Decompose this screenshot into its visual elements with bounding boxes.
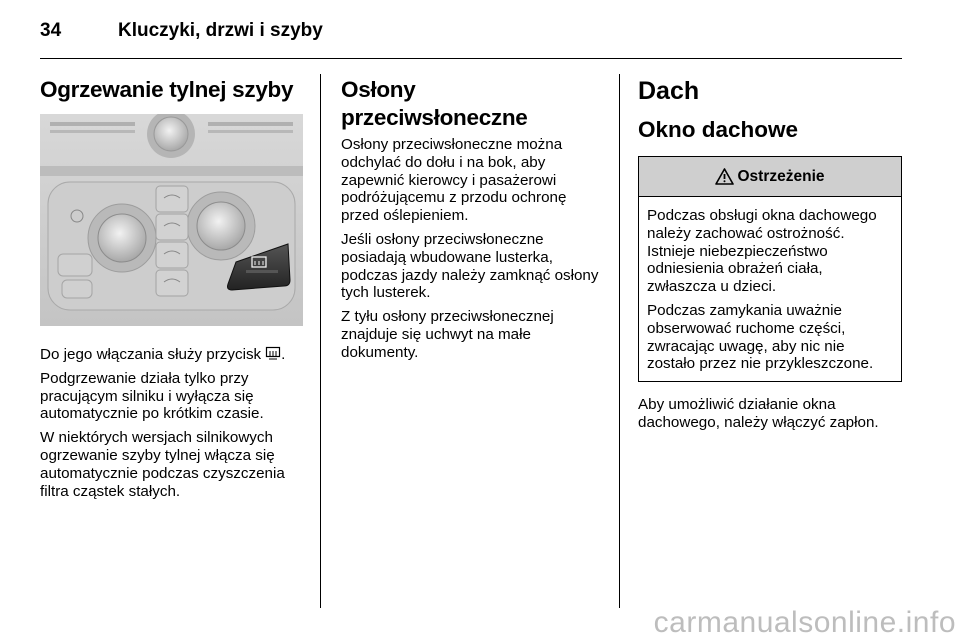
paragraph-sun-visors-1: Osłony przeciwsłoneczne można odchylać do dołu i na bok, aby zapewnić kierowcy i pasażerowi podróżującemu z przodu ochronę przed oślepieniem. (341, 136, 567, 225)
running-title: Kluczyki, drzwi i szyby (118, 20, 323, 41)
paragraph-heating-filter: W niektórych wersjach silnikowych ogrzewanie szyby tylnej włącza się automatycznie podczas czyszczenia filtra cząstek stałych. (40, 429, 285, 500)
warning-body (639, 197, 901, 381)
paragraph-sun-visors-2: Jeśli osłony przeciwsłoneczne posiadają wbudowane lusterka, podczas jazdy należy zamknąć osłony tych lusterek. (341, 230, 599, 302)
warning-triangle-icon (715, 168, 734, 185)
column-sun-visors (341, 76, 601, 368)
warning-box (638, 156, 902, 382)
column-divider-1 (320, 74, 321, 608)
paragraph-button-info (40, 346, 304, 364)
rear-window-heating-icon (265, 346, 281, 361)
warning-header (639, 157, 901, 197)
paragraph-button-info-end: . (281, 346, 286, 363)
warning-title: Ostrzeżenie (737, 167, 825, 185)
column-roof (638, 76, 902, 438)
paragraph-button-info-text: Do jego włączania służy przycisk (40, 346, 262, 363)
warning-paragraph-1: Podczas obsługi okna dachowego należy zachować ostrożność. Istnieje niebezpieczeństwo odniesienia obrażeń ciała, zwłaszcza u dzieci. (647, 207, 877, 296)
watermark: carmanualsonline.info (653, 606, 956, 639)
header-rule (40, 58, 902, 59)
column-rear-window-heating (40, 76, 304, 506)
section-heading-rear-window-heating: Ogrzewanie tylnej szyby (40, 77, 294, 102)
paragraph-sunroof-ignition: Aby umożliwić działanie okna dachowego, należy włączyć zapłon. (638, 396, 879, 431)
paragraph-heating-operation: Podgrzewanie działa tylko przy pracującym silniku i wyłącza się automatycznie po krótkim czasie. (40, 369, 264, 423)
subheading-sunroof: Okno dachowe (638, 117, 799, 142)
page-number: 34 (40, 20, 62, 41)
paragraph-sun-visors-3: Z tyłu osłony przeciwsłonecznej znajduje się uchwyt na małe dokumenty. (341, 308, 554, 361)
control-panel-photo (40, 114, 303, 326)
warning-paragraph-2: Podczas zamykania uważnie obserwować ruchome części, zwracając uwagę, aby nic nie zostało przez nie przykleszczone. (647, 301, 874, 373)
section-heading-roof: Dach (638, 77, 700, 105)
section-heading-sun-visors: Osłony przeciwsłoneczne (341, 77, 528, 130)
column-divider-2 (619, 74, 620, 608)
